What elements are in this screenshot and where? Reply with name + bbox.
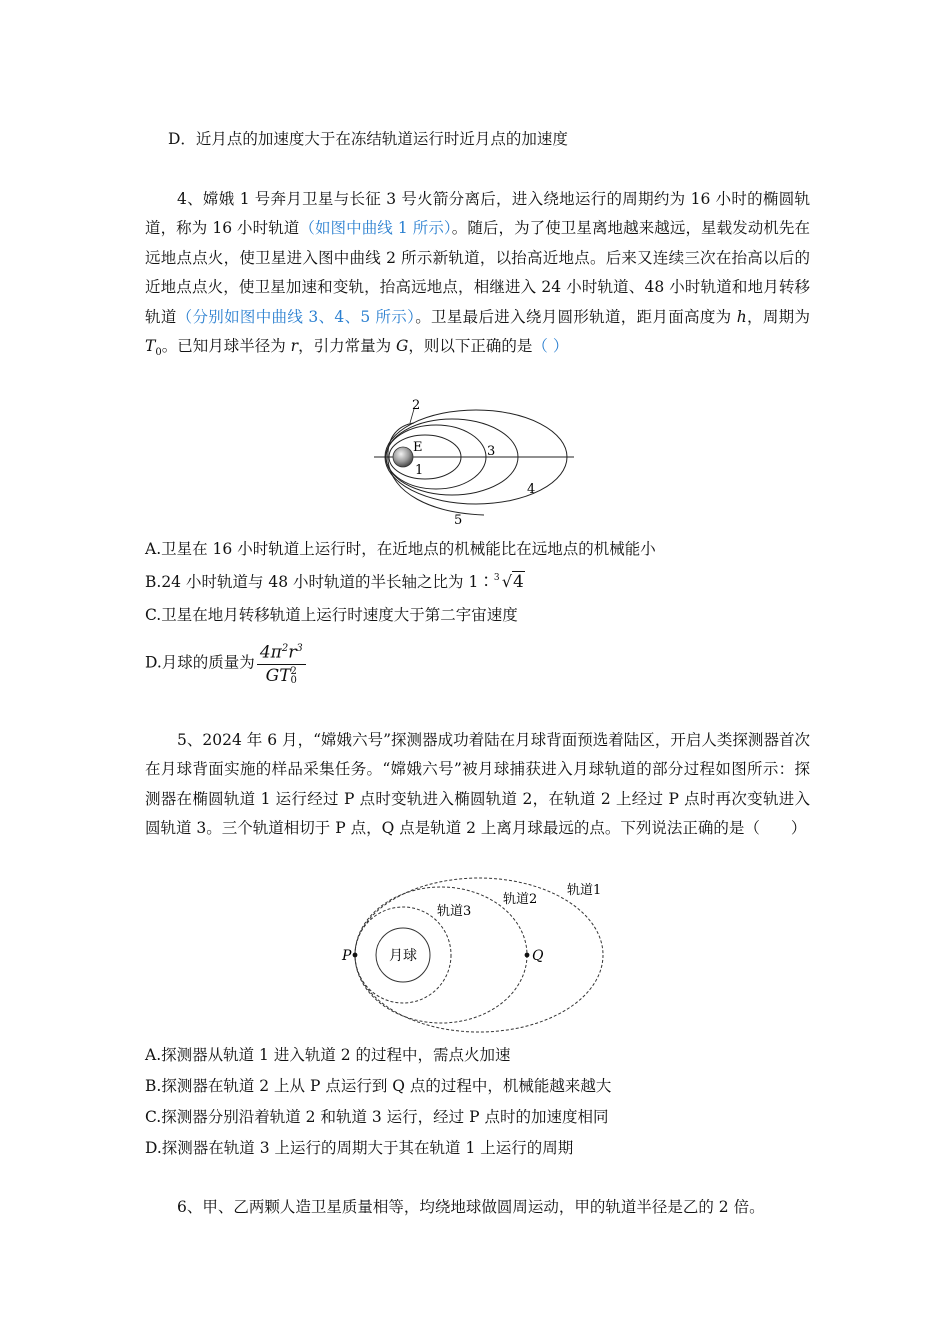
earth-icon — [393, 447, 413, 467]
q4-option-c: C.卫星在地月转移轨道上运行时速度大于第二宇宙速度 — [145, 606, 518, 624]
q5-option-c: C.探测器分别沿着轨道 2 和轨道 3 运行，经过 P 点时的加速度相同 — [145, 1108, 609, 1126]
q4-label-2: 2 — [412, 398, 421, 413]
q6-text: 6、甲、乙两颗人造卫星质量相等，均绕地球做圆周运动，甲的轨道半径是乙的 2 倍。 — [177, 1198, 765, 1216]
point-p-dot — [353, 953, 358, 958]
q5-text: 5、2024 年 6 月，“嫦娥六号”探测器成功着陆在月球背面预选着陆区，开启人类探测器首次在月球背面实施的样品采集任务。“嫦娥六号”被月球捕获进入月球轨道的部分过程如图所示：探测器在椭圆轨道 1 运行经过 P 点时变轨进入椭圆轨道 2，在轨道 2 上经过 P 点时再次变轨进入圆轨道 3。三个轨道相切于 P 点，Q 点是轨道 2 上离月球最远的点。下列说法正确的是（ ） — [145, 731, 810, 838]
cube-root: 3 √4 — [493, 572, 524, 592]
q4-option-a: A.卫星在 16 小时轨道上运行时，在近地点的机械能比在远地点的机械能小 — [145, 540, 656, 558]
q4-answer-paren: （ ） — [532, 337, 569, 356]
q4-label-3: 3 — [487, 444, 496, 459]
q5-option-b: B.探测器在轨道 2 上从 P 点运行到 Q 点的过程中，机械能越来越大 — [145, 1077, 612, 1095]
orbit-2-label: 轨道2 — [503, 892, 538, 907]
q4-paren-1: （如图中曲线 1 所示） — [299, 219, 452, 238]
q4-label-5: 5 — [454, 513, 463, 528]
orbit-5 — [388, 423, 484, 515]
q4-label-1: 1 — [415, 463, 424, 478]
point-p-label: P — [342, 948, 352, 964]
q4-option-b: B.24 小时轨道与 48 小时轨道的半长轴之比为 1∶ 3 √4 — [145, 572, 524, 592]
q4-option-d: D.月球的质量为 $4\pi^2r^3$ GT 2 0 — [145, 638, 306, 688]
q4-text: 4、嫦娥 1 号奔月卫星与长征 3 号火箭分离后，进入绕地运行的周期约为 16 小时的椭圆轨道，称为 16 小时轨道（如图中曲线 1 所示）。随后，为了使卫星离地越来越远，星载发动机先在远地点点火，使卫星进入图中曲线 2 所示新轨道，以抬高近地点。后来又连续三次在抬高以后的近地点点火，使卫星加速和变轨，抬高远地点，相继进入 24 小时轨道、48 小时轨道和地月转移轨道（分别如图中曲线 3、4、5 所示）。卫星最后进入绕月圆形轨道，距月面高度为 h，周期为 $T_0$。已知月球半径为 r，引力常量为 G，则以下正确的是（ ） — [145, 190, 811, 359]
orbit-3-label: 轨道3 — [437, 904, 472, 919]
moon-label: 月球 — [389, 948, 417, 964]
q4-paren-2: （分别如图中曲线 3、4、5 所示） — [176, 307, 416, 326]
orbit-1-label: 轨道1 — [567, 883, 602, 898]
q5-orbit-figure — [335, 872, 620, 1037]
q5-option-a: A.探测器从轨道 1 进入轨道 2 的过程中，需点火加速 — [145, 1046, 511, 1064]
q5-option-d: D.探测器在轨道 3 上运行的周期大于其在轨道 1 上运行的周期 — [145, 1139, 574, 1157]
prev-option-d: D．近月点的加速度大于在冻结轨道运行时近月点的加速度 — [168, 130, 568, 148]
point-q-label: Q — [532, 948, 544, 964]
point-q-dot — [525, 953, 530, 958]
moon-mass-fraction: $4\pi^2r^3$ GT 2 0 — [257, 638, 306, 687]
q4-label-4: 4 — [527, 482, 536, 497]
q4-orbit-figure — [370, 395, 585, 530]
q4-label-e: E — [413, 440, 423, 455]
